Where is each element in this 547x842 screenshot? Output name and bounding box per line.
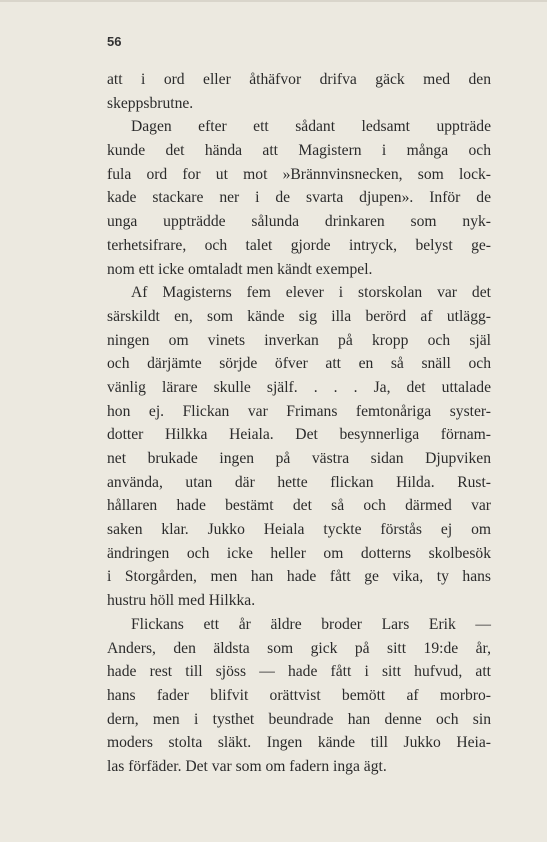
text-line: ningen om vinets inverkan på kropp och själ [107, 331, 491, 349]
text-line: las förfäder. Det var som om fadern inga ägt. [107, 757, 387, 775]
text-line: och därjämte sörjde öfver att en så snäll och [107, 355, 491, 373]
text-line: Dagen efter ett sådant ledsamt uppträde [131, 118, 491, 136]
text-line: Anders, den äldsta som gick på sitt 19:de år, [107, 639, 491, 657]
text-line: unga uppträdde sålunda drinkaren som nyk- [107, 213, 491, 231]
text-line: hon ej. Flickan var Frimans femtonåriga syster- [107, 402, 491, 420]
body-text [107, 68, 491, 779]
text-line: dotter Hilkka Heiala. Det besynnerliga förnam- [107, 426, 491, 444]
text-line: skeppsbrutne. [107, 94, 194, 112]
text-line: använda, utan där hette flickan Hilda. Rust- [107, 473, 491, 491]
text-line: ändringen och icke heller om dotterns skolbesök [107, 544, 491, 562]
text-line: särskildt en, som kände sig illa berörd af utlägg- [107, 307, 491, 325]
text-line: hållaren hade bestämt det så och därmed var [107, 497, 491, 515]
text-line: kunde det hända att Magistern i många och [107, 142, 491, 160]
text-line: kade stackare ner i de svarta djupen». Inför de [107, 189, 491, 207]
text-line: terhetsifrare, och talet gjorde intryck, belyst ge- [107, 236, 491, 254]
text-line: vänlig lärare skulle själf. . . . Ja, det uttalade [107, 378, 491, 396]
text-line: moders stolta släkt. Ingen kände till Jukko Heia- [107, 734, 491, 752]
text-line: Af Magisterns fem elever i storskolan var det [131, 284, 491, 302]
text-line: net brukade ingen på västra sidan Djupviken [107, 450, 491, 467]
page-top-edge [0, 0, 547, 2]
page-number: 56 [107, 34, 122, 49]
text-line: saken klar. Jukko Heiala tyckte förstås ej om [107, 521, 491, 539]
text-line: nom ett icke omtaladt men kändt exempel. [107, 260, 373, 278]
text-line: hade rest till sjöss — hade fått i sitt hufvud, att [107, 663, 491, 681]
text-line: hans fader blifvit orättvist bemött af morbro- [107, 686, 491, 704]
text-line: Flickans ett år äldre broder Lars Erik — [131, 615, 491, 633]
text-line: att i ord eller åthäfvor drifva gäck med den [107, 71, 491, 88]
text-line: hustru höll med Hilkka. [107, 592, 256, 610]
text-line: dern, men i tysthet beundrade han denne och sin [107, 710, 491, 728]
text-line: i Storgården, men han hade fått ge vika, ty hans [107, 568, 491, 586]
text-line: fula ord for ut mot »Brännvinsnecken, som lock- [107, 165, 491, 183]
